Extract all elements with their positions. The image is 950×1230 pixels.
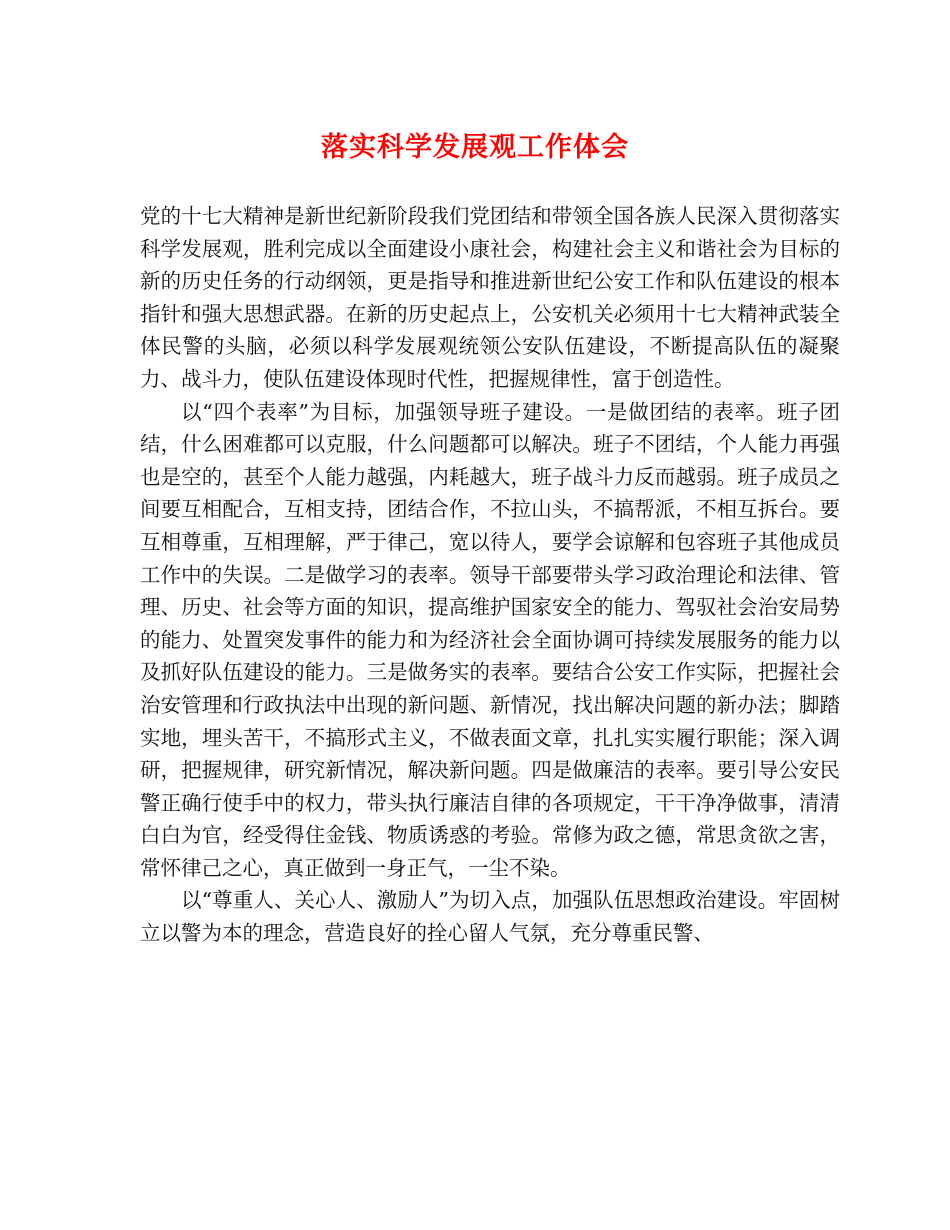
paragraph-ideology: 以“尊重人、关心人、激励人”为切入点，加强队伍思想政治建设。牢固树立以警为本的理念，营造良好的拴心留人气氛，充分尊重民警、 — [140, 888, 840, 946]
document-body — [140, 200, 840, 950]
document-title: 落实科学发展观工作体会 — [321, 132, 629, 163]
paragraph-intro: 党的十七大精神是新世纪新阶段我们党团结和带领全国各族人民深入贯彻落实科学发展观，胜利完成以全面建设小康社会，构建社会主义和谐社会为目标的新的历史任务的行动纲领，更是指导和推进新世纪公安工作和队伍建设的根本指针和强大思想武器。在新的历史起点上，公安机关必须用十七大精神武装全体民警的头脑，必须以科学发展观统领公安队伍建设，不断提高队伍的凝聚力、战斗力，使队伍建设体现时代性，把握规律性，富于创造性。 — [140, 204, 840, 391]
paragraph-leadership: 以“四个表率”为目标，加强领导班子建设。一是做团结的表率。班子团结，什么困难都可以克服，什么问题都可以解决。班子不团结，个人能力再强也是空的，甚至个人能力越强，内耗越大，班子战斗力反而越弱。班子成员之间要互相配合，互相支持，团结合作，不拉山头，不搞帮派，不相互拆台。要互相尊重，互相理解，严于律己，宽以待人，要学会谅解和包容班子其他成员工作中的失误。二是做学习的表率。领导干部要带头学习政治理论和法律、管理、历史、社会等方面的知识，提高维护国家安全的能力、驾驭社会治安局势的能力、处置突发事件的能力和为经济社会全面协调可持续发展服务的能力以及抓好队伍建设的能力。三是做务实的表率。要结合公安工作实际，把握社会治安管理和行政执法中出现的新问题、新情况，找出解决问题的新办法；脚踏实地，埋头苦干，不搞形式主义，不做表面文章，扎扎实实履行职能；深入调研，把握规律，研究新情况，解决新问题。四是做廉洁的表率。要引导公安民警正确行使手中的权力，带头执行廉洁自律的各项规定，干干净净做事，清清白白为官，经受得住金钱、物质诱惑的考验。常修为政之德，常思贪欲之害，常怀律己之心，真正做到一身正气，一尘不染。 — [140, 399, 840, 880]
